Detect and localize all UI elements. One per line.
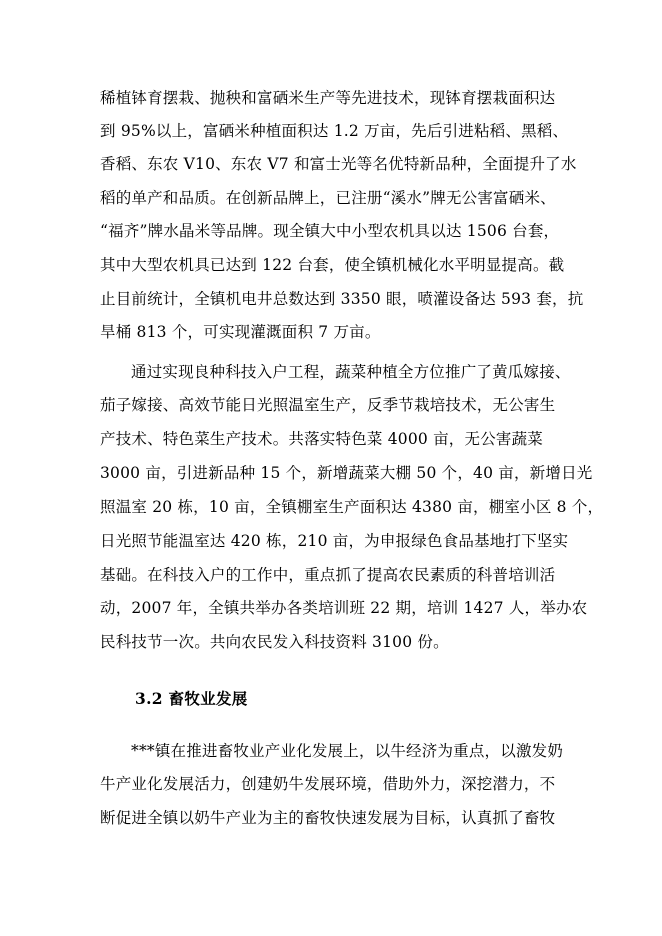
text-line: 日光照节能温室达 420 栋，210 亩，为申报绿色食品基地打下坚实 xyxy=(100,532,569,550)
text-line: 照温室 20 栋，10 亩，全镇棚室生产面积达 4380 亩，棚室小区 8 个， xyxy=(100,498,604,516)
text-line: 民科技节一次。共向农民发入科技资料 3100 份。 xyxy=(100,633,449,651)
text-line: 产技术、特色菜生产技术。共落实特色菜 4000 亩，无公害蔬菜 xyxy=(100,430,544,448)
section-heading: 3.2 畜牧业发展 xyxy=(135,689,248,708)
text-line: 牛产业化发展活力，创建奶牛发展环境，借助外力，深挖潜力，不 xyxy=(100,775,556,793)
text-line: 动，2007 年，全镇共举办各类培训班 22 期，培训 1427 人，举办农 xyxy=(100,599,588,617)
text-line: 到 95%以上，富硒米种植面积达 1.2 万亩，先后引进粘稻、黑稻、 xyxy=(100,122,569,140)
text-line: 旱桶 813 个，可实现灌溉面积 7 万亩。 xyxy=(100,323,381,341)
text-line: 基础。在科技入户的工作中，重点抓了提高农民素质的科普培训活 xyxy=(100,566,556,584)
text-line: 茄子嫁接、高效节能日光照温室生产，反季节栽培技术，无公害生 xyxy=(100,396,556,414)
text-line: 稀植钵育摆栽、抛秧和富硒米生产等先进技术，现钵育摆栽面积达 xyxy=(100,89,556,107)
text-line: “福齐”牌水晶米等品牌。现全镇大中小型农机具以达 1506 台套， xyxy=(100,222,560,240)
text-line: 3000 亩，引进新品种 15 个，新增蔬菜大棚 50 个，40 亩，新增日光 xyxy=(100,464,593,482)
text-line: 稻的单产和品质。在创新品牌上，已注册“溪水”牌无公害富硒米、 xyxy=(100,189,556,207)
text-line: 其中大型农机具已达到 122 台套，使全镇机械化水平明显提高。截 xyxy=(100,256,565,274)
text-line: 通过实现良种科技入户工程，蔬菜种植全方位推广了黄瓜嫁接、 xyxy=(131,363,571,381)
text-line: ***镇在推进畜牧业产业化发展上，以牛经济为重点，以激发奶 xyxy=(131,742,564,760)
text-line: 断促进全镇以奶牛产业为主的畜牧快速发展为目标，认真抓了畜牧 xyxy=(100,809,556,827)
text-line: 香稻、东农 V10、东农 V7 和富士光等名优特新品种，全面提升了水 xyxy=(100,155,577,173)
text-line: 止目前统计，全镇机电井总数达到 3350 眼，喷灌设备达 593 套，抗 xyxy=(100,290,584,308)
